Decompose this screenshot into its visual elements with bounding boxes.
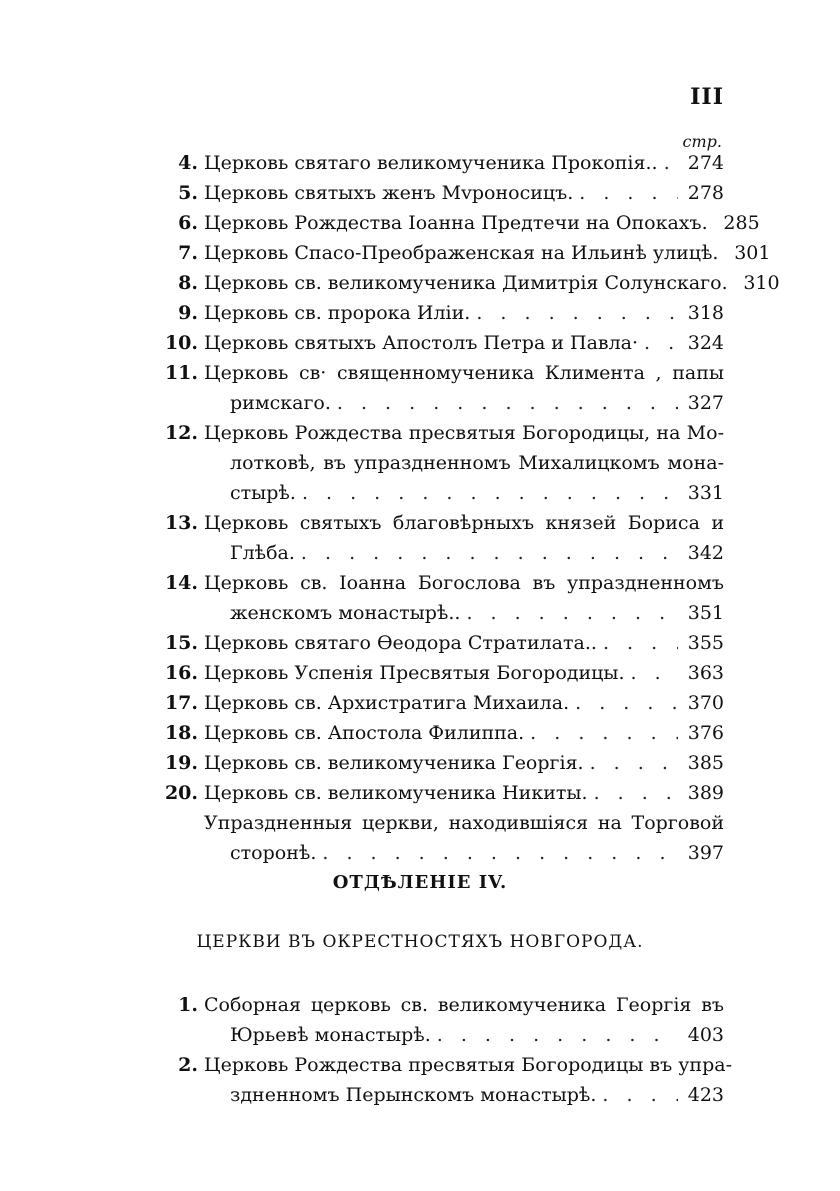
toc-entry-line [150, 808, 724, 838]
dot-leader [590, 748, 678, 778]
dot-leader [631, 658, 678, 688]
toc-entry [150, 328, 724, 358]
toc-entry-title: Церковь святыхъ Апостолъ Петра и Павла· [204, 332, 639, 354]
table-of-contents [150, 148, 780, 868]
toc-entry-title: Церковь Спасо-Преображенская на Ильинѣ улицѣ. [204, 242, 719, 264]
toc-entry [150, 658, 724, 688]
dot-leader [301, 538, 678, 568]
toc-entry-page: 351 [687, 602, 724, 624]
toc-entry-line [150, 1050, 733, 1080]
toc-entry [150, 568, 724, 628]
toc-entry-title: Церковь святаго великомученика Прокопія.. [204, 152, 658, 174]
toc-entry-title: сторонѣ. [230, 842, 317, 864]
toc-entry-number: 17. [164, 692, 198, 714]
toc-entry-number: 9. [178, 302, 198, 324]
toc-entry-number: 7. [178, 242, 198, 264]
toc-entry [150, 778, 724, 808]
toc-entry-line [150, 1080, 724, 1110]
toc-entry-page: 376 [687, 722, 724, 744]
dot-leader [337, 388, 678, 418]
toc-entry-line [150, 328, 724, 358]
toc-entry-line [150, 718, 724, 748]
toc-entry-line [150, 990, 724, 1020]
toc-entry [150, 358, 724, 418]
toc-entry-title: Церковь св· священномученика Климента , папы [204, 362, 724, 384]
toc-entry-number: 18. [164, 722, 198, 744]
section-subtitle: ЦЕРКВИ ВЪ ОКРЕСТНОСТЯХЪ НОВГОРОДА. [196, 932, 644, 952]
toc-entry-number: 19. [164, 752, 198, 774]
toc-entry-title: Церковь святыхъ благовѣрныхъ князей Бориса и [204, 512, 724, 534]
toc-entry-number: 11. [164, 362, 198, 384]
toc-entry-line [150, 148, 724, 178]
toc-entry-title: Церковь Рождества пресвятыя Богородицы, на Мо- [204, 422, 724, 444]
toc-entry-title: Церковь Рождества Іоанна Предтечи на Опокахъ. [204, 212, 708, 234]
toc-entry-line [150, 238, 771, 268]
toc-entry-page: 301 [734, 242, 771, 264]
toc-entry-title: Упраздненныя церкви, находившіяся на Торговой [204, 812, 724, 834]
toc-entry [150, 418, 724, 508]
dot-leader [466, 598, 678, 628]
toc-entry-line [150, 508, 724, 538]
toc-entry-number: 10. [164, 332, 198, 354]
toc-entry [150, 208, 760, 238]
table-of-contents-section-4 [150, 990, 733, 1110]
toc-entry-line [150, 628, 724, 658]
toc-entry-title: Церковь св. великомученика Димитрія Солунскаго. [204, 272, 728, 294]
dot-leader [664, 148, 678, 178]
toc-entry-line [150, 658, 724, 688]
toc-entry-line [150, 358, 724, 388]
toc-entry-page: 318 [687, 302, 724, 324]
toc-entry [150, 718, 724, 748]
toc-entry-line [150, 178, 724, 208]
toc-entry-title: Церковь св. Архистратига Михаила. [204, 692, 570, 714]
toc-entry-title: здненномъ Перынскомъ монастырѣ. [230, 1084, 597, 1106]
toc-entry [150, 748, 724, 778]
toc-entry-page: 310 [743, 272, 780, 294]
toc-entry-line [150, 778, 724, 808]
toc-entry [150, 238, 771, 268]
toc-entry-page: 278 [687, 182, 724, 204]
toc-entry-number: 5. [178, 182, 198, 204]
dot-leader [530, 718, 678, 748]
toc-entry [150, 990, 724, 1050]
toc-entry [150, 148, 724, 178]
toc-entry-number: 15. [164, 632, 198, 654]
toc-entry [150, 298, 724, 328]
toc-entry-page: 331 [687, 482, 724, 504]
toc-entry-line [150, 268, 780, 298]
toc-entry-number: 2. [178, 1054, 198, 1076]
toc-entry-page: 403 [687, 1024, 724, 1046]
toc-entry-title: Церковь св. пророка Иліи. [204, 302, 471, 324]
toc-entry [150, 808, 724, 868]
toc-entry-page: 327 [687, 392, 724, 414]
toc-entry-number: 14. [164, 572, 198, 594]
toc-entry [150, 688, 724, 718]
page-column-label: стр. [682, 132, 722, 151]
toc-entry [150, 508, 724, 568]
toc-entry-title: Юрьевѣ монастырѣ. [230, 1024, 431, 1046]
toc-entry-title: Соборная церковь св. великомученика Георгія въ [204, 994, 724, 1016]
toc-entry-number: 20. [164, 782, 198, 804]
toc-entry-title: женскомъ монастырѣ.. [230, 602, 461, 624]
page-number: III [690, 84, 724, 110]
toc-entry-title: Церковь Успенія Пресвятыя Богородицы. [204, 662, 625, 684]
toc-entry-page: 370 [687, 692, 724, 714]
toc-entry-number: 6. [178, 212, 198, 234]
dot-leader [476, 298, 678, 328]
toc-entry-page: 324 [687, 332, 724, 354]
toc-entry-title: Церковь св. великомученика Никиты. [204, 782, 588, 804]
toc-entry-page: 342 [687, 542, 724, 564]
toc-entry-title: Церковь Рождества пресвятыя Богородицы въ упра- [204, 1054, 733, 1076]
toc-entry-page: 363 [687, 662, 724, 684]
toc-entry [150, 178, 724, 208]
toc-entry-title: лотковѣ, въ упраздненномъ Михалицкомъ мона- [230, 452, 724, 474]
dot-leader [594, 778, 678, 808]
dot-leader [575, 688, 678, 718]
toc-entry-page: 389 [687, 782, 724, 804]
toc-entry-page: 397 [687, 842, 724, 864]
toc-entry-line [150, 598, 724, 628]
dot-leader [602, 1080, 678, 1110]
toc-entry-line [150, 838, 724, 868]
dot-leader [644, 328, 678, 358]
toc-entry-line [150, 478, 724, 508]
toc-entry-title: Церковь св. великомученика Георгія. [204, 752, 584, 774]
toc-entry-line [150, 568, 724, 598]
toc-entry-title: Церковь святыхъ женъ Мvроносицъ. [204, 182, 574, 204]
dot-leader [437, 1020, 678, 1050]
toc-entry-number: 13. [164, 512, 198, 534]
toc-entry [150, 1050, 733, 1110]
toc-entry-number: 12. [164, 422, 198, 444]
section-title: ОТДѢЛЕНІЕ IV. [332, 872, 508, 893]
toc-entry-number: 16. [164, 662, 198, 684]
toc-entry-title: Церковь святаго Ѳеодора Стратилата.. [204, 632, 597, 654]
toc-entry-number: 1. [178, 994, 198, 1016]
dot-leader [302, 478, 678, 508]
toc-entry-number: 8. [178, 272, 198, 294]
toc-entry-title: Церковь св. Іоанна Богослова въ упраздненномъ [204, 572, 724, 594]
toc-entry-line [150, 418, 724, 448]
dot-leader [322, 838, 678, 868]
toc-entry-line [150, 388, 724, 418]
toc-entry-page: 423 [687, 1084, 724, 1106]
toc-entry-line [150, 208, 760, 238]
toc-entry-line [150, 748, 724, 778]
toc-entry-title: Глѣба. [230, 542, 295, 564]
toc-entry-page: 355 [687, 632, 724, 654]
dot-leader [603, 628, 678, 658]
toc-entry-page: 385 [687, 752, 724, 774]
toc-entry-title: Церковь св. Апостола Филиппа. [204, 722, 525, 744]
toc-entry [150, 268, 780, 298]
toc-entry-line [150, 298, 724, 328]
toc-entry-title: римскаго. [230, 392, 331, 414]
toc-entry-page: 274 [687, 152, 724, 174]
toc-entry-line [150, 538, 724, 568]
toc-entry-title: стырѣ. [230, 482, 296, 504]
toc-entry-page: 285 [723, 212, 760, 234]
dot-leader [579, 178, 678, 208]
toc-entry-line [150, 688, 724, 718]
toc-entry-line [150, 1020, 724, 1050]
toc-entry-line [150, 448, 724, 478]
toc-entry [150, 628, 724, 658]
toc-entry-number: 4. [178, 152, 198, 174]
